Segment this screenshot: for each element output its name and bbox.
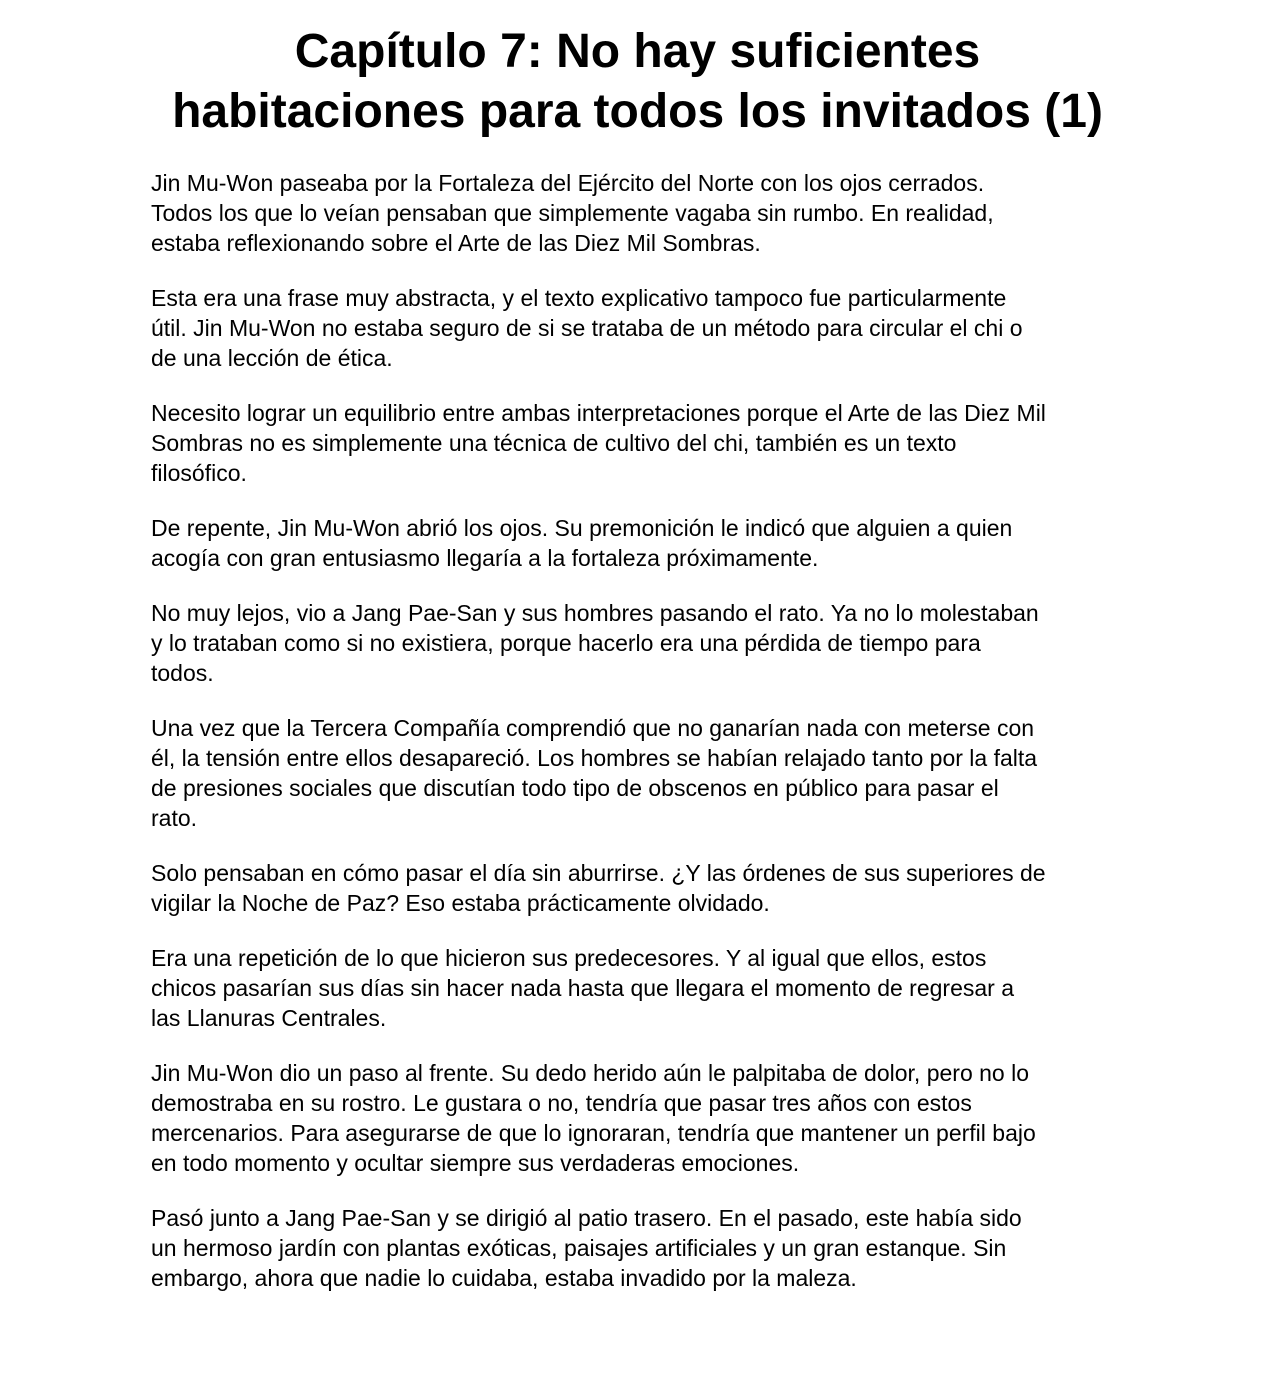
text-line: No muy lejos, vio a Jang Pae-San y sus hombres pasando el rato. Ya no lo molestaban: [151, 600, 1039, 626]
text-line: Sombras no es simplemente una técnica de cultivo del chi, también es un texto: [151, 430, 957, 456]
text-line: demostraba en su rostro. Le gustara o no, tendría que pasar tres años con estos: [151, 1090, 972, 1116]
chapter-body: [151, 168, 1136, 1318]
text-line: embargo, ahora que nadie lo cuidaba, estaba invadido por la maleza.: [151, 1265, 857, 1291]
text-line: estaba reflexionando sobre el Arte de las Diez Mil Sombras.: [151, 230, 761, 256]
text-line: vigilar la Noche de Paz? Eso estaba prácticamente olvidado.: [151, 890, 770, 916]
text-line: Una vez que la Tercera Compañía comprendió que no ganarían nada con meterse con: [151, 715, 1035, 741]
paragraph-8: [151, 943, 1136, 1033]
text-line: todos.: [151, 660, 214, 686]
chapter-title-line-1: Capítulo 7: No hay suficientes: [294, 25, 981, 78]
text-line: chicos pasarían sus días sin hacer nada hasta que llegara el momento de regresar a: [151, 975, 1015, 1001]
text-line: filosófico.: [151, 460, 247, 486]
text-line: acogía con gran entusiasmo llegaría a la fortaleza próximamente.: [151, 545, 819, 571]
text-line: Jin Mu-Won dio un paso al frente. Su dedo herido aún le palpitaba de dolor, pero no lo: [151, 1060, 1030, 1086]
paragraph-4: [151, 513, 1136, 573]
text-line: en todo momento y ocultar siempre sus verdaderas emociones.: [151, 1150, 800, 1176]
text-line: Pasó junto a Jang Pae-San y se dirigió al patio trasero. En el pasado, este había sido: [151, 1205, 1022, 1231]
text-line: Solo pensaban en cómo pasar el día sin aburrirse. ¿Y las órdenes de sus superiores de: [151, 860, 1046, 886]
text-line: las Llanuras Centrales.: [151, 1005, 387, 1031]
paragraph-10: [151, 1203, 1136, 1293]
chapter-title: [0, 22, 1275, 142]
text-line: Todos los que lo veían pensaban que simplemente vagaba sin rumbo. En realidad,: [151, 200, 994, 226]
text-line: Esta era una frase muy abstracta, y el texto explicativo tampoco fue particularmente: [151, 285, 1007, 311]
text-line: mercenarios. Para asegurarse de que lo ignoraran, tendría que mantener un perfil bajo: [151, 1120, 1036, 1146]
text-line: un hermoso jardín con plantas exóticas, paisajes artificiales y un gran estanque. Sin: [151, 1235, 1007, 1261]
paragraph-5: [151, 598, 1136, 688]
paragraph-2: [151, 283, 1136, 373]
text-line: Necesito lograr un equilibrio entre ambas interpretaciones porque el Arte de las Diez Mil: [151, 400, 1046, 426]
text-line: de presiones sociales que discutían todo tipo de obscenos en público para pasar el: [151, 775, 999, 801]
paragraph-1: [151, 168, 1136, 258]
text-line: útil. Jin Mu-Won no estaba seguro de si se trataba de un método para circular el chi o: [151, 315, 1023, 341]
text-line: él, la tensión entre ellos desapareció. Los hombres se habían relajado tanto por la falta: [151, 745, 1038, 771]
paragraph-7: [151, 858, 1136, 918]
text-line: Era una repetición de lo que hicieron sus predecesores. Y al igual que ellos, estos: [151, 945, 987, 971]
text-line: y lo trataban como si no existiera, porque hacerlo era una pérdida de tiempo para: [151, 630, 981, 656]
paragraph-6: [151, 713, 1136, 833]
paragraph-3: [151, 398, 1136, 488]
text-line: rato.: [151, 805, 198, 831]
paragraph-9: [151, 1058, 1136, 1178]
text-line: De repente, Jin Mu-Won abrió los ojos. Su premonición le indicó que alguien a quien: [151, 515, 1013, 541]
text-line: Jin Mu-Won paseaba por la Fortaleza del Ejército del Norte con los ojos cerrados.: [151, 170, 985, 196]
text-line: de una lección de ética.: [151, 345, 393, 371]
chapter-title-line-2: habitaciones para todos los invitados (1): [172, 85, 1103, 138]
